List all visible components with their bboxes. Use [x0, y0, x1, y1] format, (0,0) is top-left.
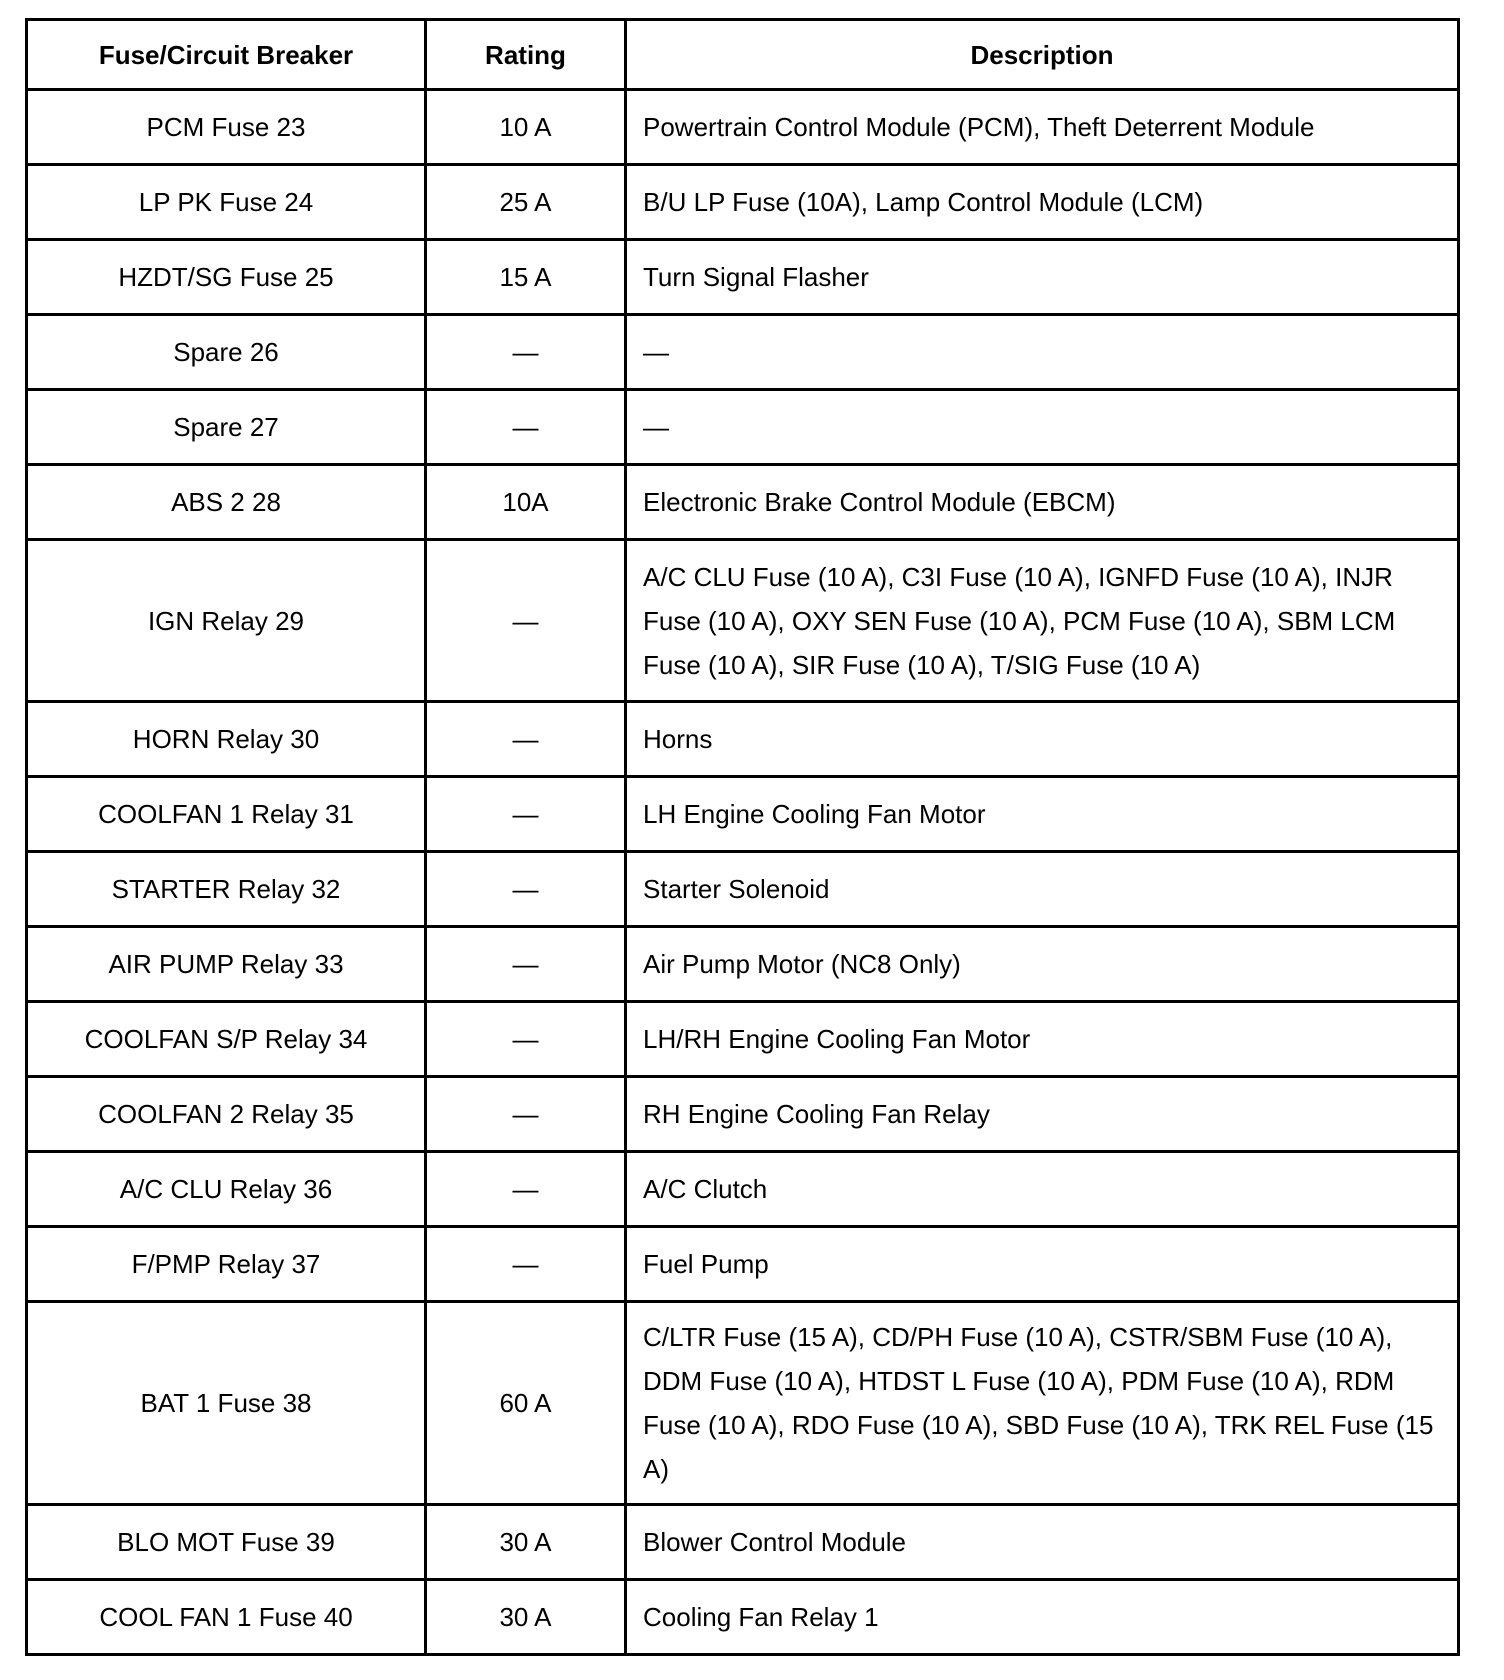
table-row — [27, 1152, 1459, 1227]
description-cell: — — [626, 315, 1459, 390]
rating-cell: 30 A — [426, 1505, 626, 1580]
fuse-name-cell: Spare 27 — [27, 390, 426, 465]
table-row — [27, 315, 1459, 390]
rating-cell: — — [426, 1077, 626, 1152]
rating-cell: 60 A — [426, 1302, 626, 1505]
fuse-name-cell: Spare 26 — [27, 315, 426, 390]
rating-cell: — — [426, 1002, 626, 1077]
fuse-name-cell: STARTER Relay 32 — [27, 852, 426, 927]
fuse-name-cell: COOLFAN 2 Relay 35 — [27, 1077, 426, 1152]
description-cell: Blower Control Module — [626, 1505, 1459, 1580]
description-cell: Air Pump Motor (NC8 Only) — [626, 927, 1459, 1002]
rating-cell: — — [426, 540, 626, 702]
rating-cell: — — [426, 702, 626, 777]
table-row — [27, 1077, 1459, 1152]
fuse-name-cell: BLO MOT Fuse 39 — [27, 1505, 426, 1580]
fuse-name-cell: IGN Relay 29 — [27, 540, 426, 702]
header-description: Description — [626, 20, 1459, 90]
table-row — [27, 240, 1459, 315]
fuse-name-cell: COOL FAN 1 Fuse 40 — [27, 1580, 426, 1655]
fuse-name-cell: LP PK Fuse 24 — [27, 165, 426, 240]
rating-cell: — — [426, 927, 626, 1002]
table-row — [27, 1002, 1459, 1077]
description-cell: Horns — [626, 702, 1459, 777]
description-cell: Powertrain Control Module (PCM), Theft Deterrent Module — [626, 90, 1459, 165]
description-cell: RH Engine Cooling Fan Relay — [626, 1077, 1459, 1152]
rating-cell: 10 A — [426, 90, 626, 165]
description-cell: LH/RH Engine Cooling Fan Motor — [626, 1002, 1459, 1077]
description-cell: Cooling Fan Relay 1 — [626, 1580, 1459, 1655]
rating-cell: — — [426, 315, 626, 390]
description-cell: C/LTR Fuse (15 A), CD/PH Fuse (10 A), CSTR/SBM Fuse (10 A), DDM Fuse (10 A), HTDST L Fuse (10 A), PDM Fuse (10 A), RDM Fuse (10 A), RDO Fuse (10 A), SBD Fuse (10 A), TRK REL Fuse (15 A) — [626, 1302, 1459, 1505]
description-cell: Turn Signal Flasher — [626, 240, 1459, 315]
table-row — [27, 777, 1459, 852]
table-row — [27, 165, 1459, 240]
description-cell: A/C CLU Fuse (10 A), C3I Fuse (10 A), IGNFD Fuse (10 A), INJR Fuse (10 A), OXY SEN Fuse (10 A), PCM Fuse (10 A), SBM LCM Fuse (10 A), SIR Fuse (10 A), T/SIG Fuse (10 A) — [626, 540, 1459, 702]
fuse-table — [25, 18, 1460, 1656]
header-fuse-circuit-breaker: Fuse/Circuit Breaker — [27, 20, 426, 90]
rating-cell: 30 A — [426, 1580, 626, 1655]
fuse-name-cell: HZDT/SG Fuse 25 — [27, 240, 426, 315]
rating-cell: 10A — [426, 465, 626, 540]
fuse-name-cell: F/PMP Relay 37 — [27, 1227, 426, 1302]
header-row — [27, 20, 1459, 90]
fuse-name-cell: BAT 1 Fuse 38 — [27, 1302, 426, 1505]
table-row — [27, 1580, 1459, 1655]
table-row — [27, 927, 1459, 1002]
fuse-name-cell: HORN Relay 30 — [27, 702, 426, 777]
fuse-name-cell: A/C CLU Relay 36 — [27, 1152, 426, 1227]
rating-cell: — — [426, 852, 626, 927]
fuse-name-cell: ABS 2 28 — [27, 465, 426, 540]
table-row — [27, 465, 1459, 540]
rating-cell: — — [426, 1152, 626, 1227]
description-cell: Electronic Brake Control Module (EBCM) — [626, 465, 1459, 540]
fuse-name-cell: PCM Fuse 23 — [27, 90, 426, 165]
table-row — [27, 390, 1459, 465]
table-row — [27, 1302, 1459, 1505]
table-row — [27, 90, 1459, 165]
description-cell: A/C Clutch — [626, 1152, 1459, 1227]
fuse-name-cell: COOLFAN S/P Relay 34 — [27, 1002, 426, 1077]
rating-cell: 25 A — [426, 165, 626, 240]
rating-cell: 15 A — [426, 240, 626, 315]
rating-cell: — — [426, 777, 626, 852]
table-row — [27, 1227, 1459, 1302]
table-row — [27, 540, 1459, 702]
table-row — [27, 1505, 1459, 1580]
fuse-name-cell: COOLFAN 1 Relay 31 — [27, 777, 426, 852]
description-cell: B/U LP Fuse (10A), Lamp Control Module (LCM) — [626, 165, 1459, 240]
rating-cell: — — [426, 390, 626, 465]
header-rating: Rating — [426, 20, 626, 90]
table-row — [27, 702, 1459, 777]
description-cell: — — [626, 390, 1459, 465]
rating-cell: — — [426, 1227, 626, 1302]
fuse-name-cell: AIR PUMP Relay 33 — [27, 927, 426, 1002]
table-row — [27, 852, 1459, 927]
description-cell: Starter Solenoid — [626, 852, 1459, 927]
description-cell: LH Engine Cooling Fan Motor — [626, 777, 1459, 852]
description-cell: Fuel Pump — [626, 1227, 1459, 1302]
